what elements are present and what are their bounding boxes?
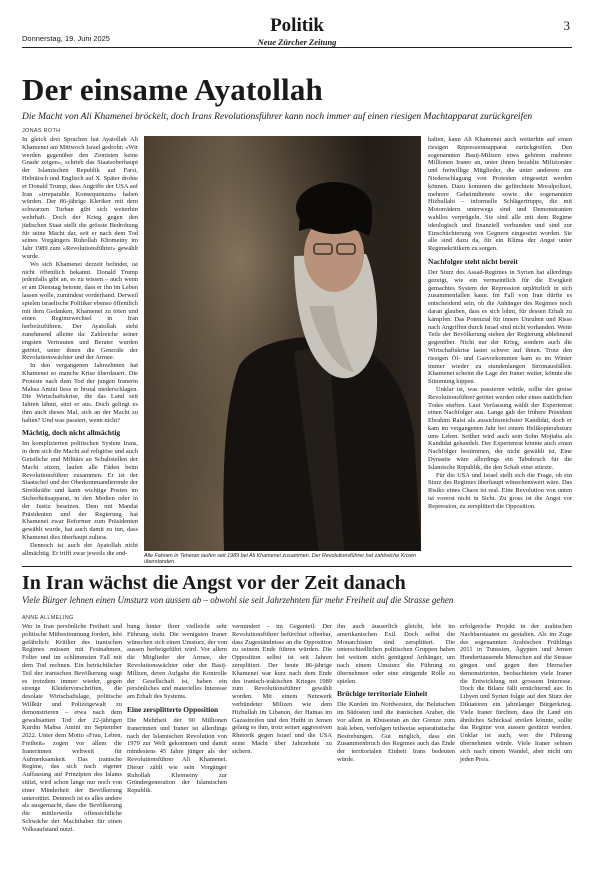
article2-column-4 [337,623,455,867]
article-headline: In Iran wächst die Angst vor der Zeit danach [22,572,406,594]
paragraph: In gleich drei Sprachen hat Ayatollah Ali Khamenei am Mittwoch Israel gedroht: «Wir werden gegenüber den Zionisten keine Gnade zeigen», schrieb das Staatsoberhaupt der Islamischen Republik auf Farsi, Hebräisch und Englisch auf X. Später drohte er Donald Trump, dass Angriffe der USA auf Iran «irreparable Konsequenzen» haben würden. Der 86-jährige Kleriker mit dem schwarzen Turban gibt sich weiterhin wehrhaft. Doch der Krieg gegen den jüdischen Staat stellt die grösste Bedrohung für seine Macht dar, seit er nach dem Tod seines Vorgängers Ruhollah Khomeiny im Jahr 1989 zum «Revolutionsführer» gewählt wurde. [22,136,138,260]
newspaper-name: Neue Zürcher Zeitung [257,37,337,47]
paragraph: In den vergangenen Jahrzehnten hat Khamenei so manche Krise überdauert. Die Proteste nach dem Tod der jungen Iranerin Mahsa Amini liess er brutal niederschlagen. Die Wirtschaftskrise, die das Land seit Jahren lähmt, sitzt er aus. Doch gelingt es ihm auch dieses Mal, sich an der Macht zu halten? Und was passiert, wenn nicht? [22,362,138,424]
article2-column-2 [127,623,227,867]
masthead-rule [22,47,572,48]
paragraph: Die Kurden im Nordwesten, die Belutschen im Südosten und die iranischen Araber, die vor allem in Khusestan an der Grenze zum Irak leben, verfolgen teilweise separatistische Bestrebungen. Gut möglich, dass ein Zusammenbruch des Regimes auch das Ende der territorialen Einheit Irans bedeuten würde. [337,701,455,763]
paragraph: ihn auch äusserlich gleicht, lebt im amerikanischen Exil. Doch selbst die Monarchisten sind zersplittert. Die unterschiedlichen politischen Gruppen haben bei weitem nicht genügend Anhänger, um nach einem Umsturz die Führung zu übernehmen oder eine einigende Rolle zu spielen. [337,623,455,685]
paragraph: Im komplizierten politischen System Irans, in dem sich die Macht auf religiöse und auch Geistliche und Militärs an Schaltstellen der Macht sitzen, laufen alle Fäden beim Revolutionsführer zusammen. Er ist der Staatschef und der Oberkommandierende der Streitkräfte und kann wichtige Posten im Sicherheitsapparat, in den Medien oder in der Justiz besetzen. Dem mit Mandat Präsidenten und der Regierung hat Khamenei zwar Reformer zum Präsidenten gewählt wurde, hat auch damit zu tun, dass Khamenei dies überhaupt zuliess. [22,440,138,542]
khamenei-portrait [144,136,421,551]
paragraph: Für die USA und Israel stellt sich die Frage, ob ein Sturz des Regimes überhaupt wünschenswert wäre. Das Risiko eines Chaos ist real. Eine Revolution von unten ist vorerst nicht in Sicht. Zu gross ist die Angst vor Repression, zu zersplittert die Opposition. [428,471,572,510]
section-heading: Nachfolger steht nicht bereit [428,256,518,266]
article-subhead: Die Macht von Ali Khamenei bröckelt, doch Irans Revolutionsführer kann noch immer auf einen riesigen Machtapparat zurückgreifen [22,112,533,122]
article-divider [22,566,572,567]
photo-caption: Alle Fahnen in Teheran laufen seit 1989 bei Ali Khamenei zusammen. Der Revolutionsführer hat zahlreiche Krisen überstanden. [144,553,416,565]
section-heading: Brüchige territoriale Einheit [337,689,428,699]
paragraph: vermindert – im Gegenteil: Der Revolutionsführer befürchtet offenbar, dass Zugeständnisse an die Opposition zu seinem Ende führen würden. Die Opposition selbst ist seit Jahren zersplittert. Der heute 86-jährige Khamenei war kurz nach dem Ende des iranisch-irakischen Krieges 1989 zum Revolutionsführer gewählt worden. Mit einem Netzwerk verbündeter Milizen wie dem Hizbullah im Libanon, der Hamas im Gazastreifen und den Huthi in Jemen gelang es ihm, trotz seiner aggressiven Rhetorik gegen Israel und die USA seine Macht über Jahrzehnte zu sichern. [232,623,332,755]
paragraph: bung hinter ihrer vielleicht sehr Führung steht. Die wenigsten Iraner wünschen sich einen Umsturz, der von aussen herbeigeführt wird. Vor allem die Mitglieder der Armee, der Revolutionswächter oder der Basij-Milizen, deren Aufgabe die Kontrolle der Gesellschaft ist, haben ein persönliches und materielles Interesse am Erhalt des Systems. [127,623,227,701]
article-photo [144,136,421,551]
article-byline: ANNE ALLMELING [22,615,74,621]
paragraph: halten, kann Ali Khamenei auch weiterhin auf einen riesigen Repressionsapparat zurückgreifen. Den sogenannten Basij-Milizen etwa gehören mehrere Millionen Iraner an, unter ihnen bezahlte Milizionäre und freiwillige Mitglieder, die unter anderem zur Niederschlagung von Protesten eingesetzt werden können. Dazu kommen die gefürchtete Moralpolizei, mehrere Geheimdienste sowie die sogenannten Hizbullahi – informelle Schlägertrupps, die mit Motorrädern unterwegs sind und Demonstranten wahllos verprügeln. Sie sind alle mit dem Regime ideologisch und finanziell verbunden und sind zur Einschüchterung von Gegnern eingesetzt worden. Sie alle sind dazu da, für ein Klima der Angst unter Regimekritikern zu sorgen. [428,136,572,253]
page-number: 3 [563,18,570,33]
section-heading: Eine zersplitterte Opposition [127,704,219,714]
article-column-left [22,136,138,557]
paragraph: Der Sturz des Assad-Regimes in Syrien hat allerdings gezeigt, wie ein vermeintlich für die Ewigkeit gemachtes System der Repression urplötzlich in sich zusammenfallen kann. Im Fall von Iran dürfte es entscheidend sein, ob die Anhänger des Regimes noch daran glauben, dass es sich lohnt, für dessen Erhalt zu kämpfen. Das Potenzial für innere Unruhen und Risse nach Angriffen durch Israel sind nicht vorhanden. Weite Teile der Bevölkerung stehen der Regierung ablehnend gegenüber. Nicht nur der Krieg, sondern auch die Wirtschaftskrise lastet schwer auf ihnen. Trotz den riesigen Öl- und Gasvorkommen kam es im Winter immer wieder zu stundenlangen Stromausfällen. Khamenei scheint die Lage der Iraner weiter, könnte die Stimmung kippen. [428,268,572,386]
section-heading: Mächtig, doch nicht allmächtig [22,428,121,438]
paragraph: Dennoch ist auch der Ayatollah nicht allmächtig. Er trifft zwar jeweils die end- [22,541,138,557]
article-headline: Der einsame Ayatollah [22,72,323,107]
paragraph: erfolgreiche Projekt in der arabischen Nachbarstaaten zu gestalten. Als im Zuge des sogenannten Arabischen Frühlings 2011 in Tunesien, Ägypten und Jemen Hunderttausende Menschen auf die Strasse gingen und gegen ihre Herrscher demonstrierten, beobachteten viele Iraner die Entwicklung mit grossem Interesse. Doch die Bilanz fällt ernüchternd aus: In Libyen und Syrien folgte auf den Sturz der Diktatoren ein jahrelanger Bürgerkrieg. Viele Iraner fürchten, dass ihr Land ein ähnliches Schicksal ereilen könnte, sollte das Regime von aussen gestürzt werden. Unklar ist auch, wer die Führung übernehmen würde. Viele Iraner sehnen sich nach einem Wandel, aber nicht um jeden Preis. [460,623,572,763]
article-column-right [428,136,572,551]
paragraph: Wer in Iran persönliche Freiheit und politische Mitbestimmung fordert, lebt gefährlich: Kritiker des iranischen Regimes müssen mit Festnahmen, Folter und im schlimmsten Fall mit dem Tod rechnen. Ein beträchtlicher Teil der iranischen Bevölkerung wagt es trotzdem immer wieder, gegen strenge Kleidervorschriften, die desolate Wirtschaftslage, politische Willkür und Polizeigewalt zu demonstrieren – etwa nach dem gewaltsamen Tod der 22-jährigen Kurdin Mahsa Amini im September 2022. Unter dem Motto «Frau, Leben, Freiheit» zogen vor allem die Iranerinnen weltweit für Aufmerksamkeit. Das iranische Regime, das sich nach eigener Auffassung auf Prinzipien des Islams stützt, wird schon lange nur noch von einer Minderheit der Bevölkerung unterstützt. Dennoch ist es alles andere als ausgemacht, dass die Bevölkerung die mittlerweile offensichtliche Schwäche der Machthaber für einen Volksaufstand nutzt. [22,623,122,833]
section-title: Politik [270,15,324,36]
issue-date: Donnerstag, 19. Juni 2025 [22,34,110,43]
article2-column-5 [460,623,572,867]
article-subhead: Viele Bürger lehnen einen Umsturz von aussen ab – obwohl sie seit Jahrzehnten für mehr Freiheit auf die Strasse gehen [22,595,454,605]
paragraph: Wo sich Khamenei derzeit befindet, ist nicht öffentlich bekannt. Donald Trump jedenfalls gibt an, es zu wissen – auch wenn er am Dienstag betonte, dass er ihn im Leben lassen wolle, zumindest vorderhand. Derweil spielen israelische Politiker ebenso öffentlich mit dem Gedanken, Khamenei zu töten und einen Regimewechsel in Iran herbeizuführen. Der Ayatollah steht zunehmend alleine da: Zahlreiche seiner engsten Vertrauten und Berater wurden getötet, unter ihnen die Generäle der Revolutionswächter und der Armee. [22,260,138,362]
paragraph: Unklar ist, was passieren würde, sollte der greise Revolutionsführer getötet werden oder eines natürlichen Todes sterben. Laut Verfassung wählt der Expertenrat einen Nachfolger aus. Lange galt der frühere Präsident Ebrahim Raisi als aussichtsreichster Kandidat, doch er kam im vergangenen Jahr bei einem Helikopterabsturz ums Leben. Seither wird auch sein Sohn Mojtaba als Kandidat gehandelt. Der Expertenrat könnte auch einen Nachfolger bestimmen, der nicht gewählt ist. Eine Dynastie wäre allerdings ein Tabubruch für die Islamische Republik, die den Schah einst stürzte. [428,385,572,471]
article2-column-1 [22,623,122,867]
article-byline: JONAS ROTH [22,128,61,134]
article2-column-3 [232,623,332,867]
paragraph: Die Mehrheit der 90 Millionen Iranerinnen und Iraner ist allerdings nach der Islamischen Revolution von 1979 zur Welt gekommen und damit mindestens 45 Jahre jünger als der Revolutionsführer Ali Khamenei. Dieser zählt wie sein Vorgänger Ruhollah Khomeiny zur Gründergeneration der Islamischen Republik. [127,716,227,795]
